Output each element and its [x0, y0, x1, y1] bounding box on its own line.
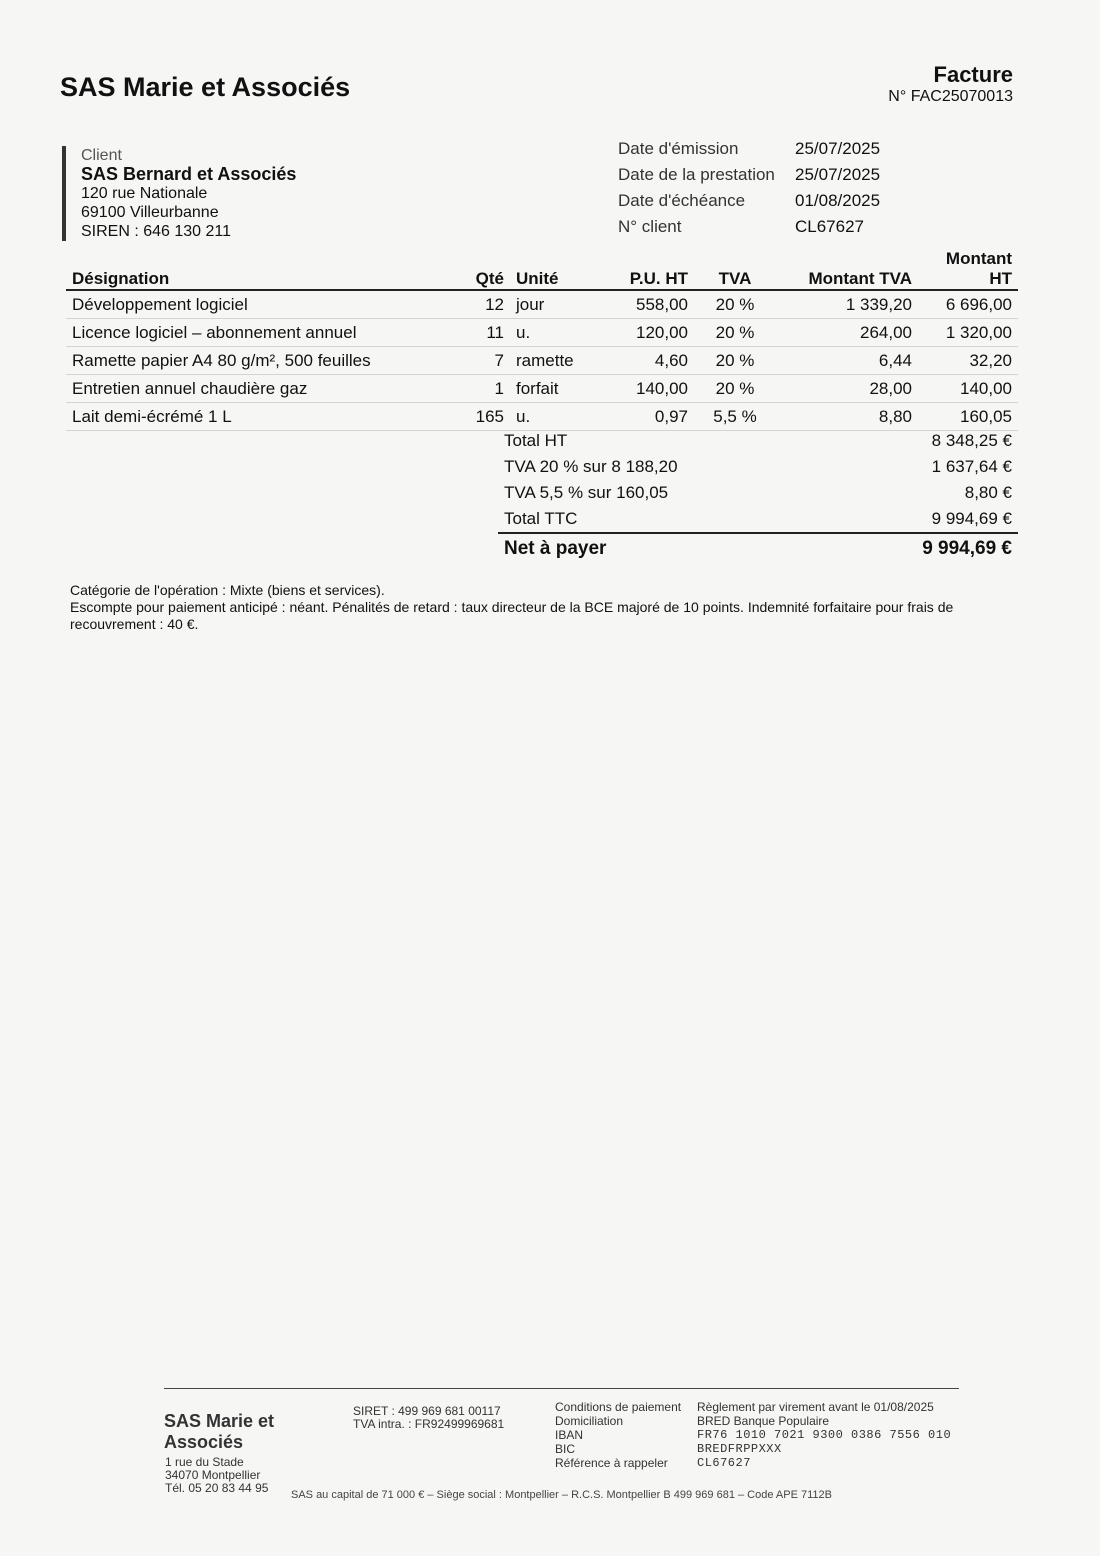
footer-legal-mentions: SAS au capital de 71 000 € – Siège social : Montpellier – R.C.S. Montpellier B 499 969 681 – Code APE 7112B — [291, 1489, 832, 1501]
cell-vat: 20 % — [694, 347, 776, 375]
meta-value: CL67627 — [795, 217, 865, 236]
table-row — [66, 375, 1018, 403]
totals-row — [498, 454, 1018, 480]
cell-vat-amount: 264,00 — [776, 319, 918, 347]
payment-row — [555, 1414, 951, 1428]
table-row — [66, 347, 1018, 375]
meta-row — [618, 214, 880, 240]
table-row — [66, 290, 1018, 319]
meta-row — [618, 136, 880, 162]
footer-vat-intra: TVA intra. : FR92499969681 — [353, 1417, 505, 1431]
items-table — [66, 249, 1018, 431]
cell-vat-amount: 6,44 — [776, 347, 918, 375]
table-row — [66, 319, 1018, 347]
totals-row — [498, 480, 1018, 506]
invoice-meta — [618, 136, 880, 240]
cell-vat-amount: 28,00 — [776, 375, 918, 403]
payment-value: Règlement par virement avant le 01/08/2025 — [697, 1399, 934, 1414]
column-header-designation: Désignation — [66, 249, 438, 290]
total-label: Total TTC — [504, 509, 578, 528]
total-label: TVA 20 % sur 8 188,20 — [504, 457, 678, 476]
cell-vat-amount: 1 339,20 — [776, 290, 918, 319]
document-title: Facture — [933, 62, 1013, 87]
footer-identifiers — [353, 1405, 504, 1431]
footer-company-name: SAS Marie et Associés — [164, 1411, 275, 1452]
payment-reference: CL67627 — [697, 1455, 751, 1470]
column-header-vat: TVA — [694, 249, 776, 290]
payment-row — [555, 1428, 951, 1442]
payment-label: BIC — [555, 1441, 576, 1456]
payment-value: BRED Banque Populaire — [697, 1413, 830, 1428]
cell-vat: 20 % — [694, 290, 776, 319]
cell-designation: Développement logiciel — [66, 290, 438, 319]
footer-address-line: 1 rue du Stade — [165, 1455, 244, 1469]
meta-row — [618, 162, 880, 188]
client-name: SAS Bernard et Associés — [81, 164, 297, 184]
cell-unit-price: 4,60 — [592, 347, 694, 375]
payment-label: Référence à rappeler — [555, 1455, 668, 1470]
client-address-line: 69100 Villeurbanne — [81, 204, 219, 221]
cell-vat-amount: 8,80 — [776, 403, 918, 431]
cell-unit-price: 120,00 — [592, 319, 694, 347]
total-value: 8 348,25 € — [931, 431, 1012, 450]
meta-value: 01/08/2025 — [795, 191, 881, 210]
net-to-pay-value: 9 994,69 € — [834, 533, 1018, 564]
footer-payment-info — [555, 1400, 951, 1470]
company-name: SAS Marie et Associés — [60, 72, 351, 102]
total-value: 1 637,64 € — [931, 457, 1012, 476]
cell-qty: 12 — [438, 290, 510, 319]
meta-label: Date de la prestation — [618, 165, 775, 184]
total-label: Total HT — [504, 431, 568, 450]
payment-label: IBAN — [555, 1427, 584, 1442]
total-value: 9 994,69 € — [931, 509, 1012, 528]
cell-amount-ht: 160,05 — [918, 403, 1018, 431]
meta-value: 25/07/2025 — [795, 139, 881, 158]
cell-qty: 165 — [438, 403, 510, 431]
client-siren: SIREN : 646 130 211 — [81, 223, 232, 240]
payment-label: Domiciliation — [555, 1413, 624, 1428]
totals-row — [498, 428, 1018, 454]
cell-amount-ht: 1 320,00 — [918, 319, 1018, 347]
net-to-pay-row — [498, 533, 1018, 564]
meta-value: 25/07/2025 — [795, 165, 881, 184]
invoice-number: N° FAC25070013 — [888, 88, 1013, 105]
cell-qty: 1 — [438, 375, 510, 403]
meta-label: Date d'émission — [618, 139, 739, 158]
payment-row — [555, 1400, 951, 1414]
net-to-pay-label: Net à payer — [498, 533, 834, 564]
table-row — [66, 403, 1018, 431]
column-header-qty: Qté — [438, 249, 510, 290]
meta-label: Date d'échéance — [618, 191, 746, 210]
total-label: TVA 5,5 % sur 160,05 — [504, 483, 669, 502]
cell-designation: Lait demi-écrémé 1 L — [66, 403, 438, 431]
cell-designation: Ramette papier A4 80 g/m², 500 feuilles — [66, 347, 438, 375]
cell-designation: Licence logiciel – abonnement annuel — [66, 319, 438, 347]
client-caption: Client — [81, 147, 122, 164]
payment-iban: FR76 1010 7021 9300 0386 7556 010 — [697, 1427, 952, 1442]
payment-row — [555, 1456, 951, 1470]
column-header-unit: Unité — [510, 249, 592, 290]
note-operation-category: Catégorie de l'opération : Mixte (biens et services). — [70, 582, 385, 598]
column-header-unit-price: P.U. HT — [592, 249, 694, 290]
cell-unit-price: 558,00 — [592, 290, 694, 319]
cell-unit: u. — [510, 319, 592, 347]
client-block — [62, 146, 296, 241]
cell-unit-price: 0,97 — [592, 403, 694, 431]
meta-label: N° client — [618, 217, 682, 236]
totals-row — [498, 506, 1018, 533]
cell-amount-ht: 140,00 — [918, 375, 1018, 403]
cell-unit: jour — [510, 290, 592, 319]
cell-amount-ht: 32,20 — [918, 347, 1018, 375]
totals-table — [498, 428, 1018, 564]
column-header-amount-ht: Montant HT — [918, 249, 1018, 290]
footer-address-line: 34070 Montpellier — [165, 1468, 261, 1482]
cell-vat: 20 % — [694, 375, 776, 403]
cell-unit: u. — [510, 403, 592, 431]
footer — [164, 1388, 959, 1507]
payment-bic: BREDFRPPXXX — [697, 1441, 782, 1456]
cell-qty: 7 — [438, 347, 510, 375]
cell-vat: 20 % — [694, 319, 776, 347]
cell-qty: 11 — [438, 319, 510, 347]
meta-row — [618, 188, 880, 214]
cell-unit: ramette — [510, 347, 592, 375]
footer-siret: SIRET : 499 969 681 00117 — [353, 1404, 501, 1418]
cell-unit: forfait — [510, 375, 592, 403]
cell-vat: 5,5 % — [694, 403, 776, 431]
cell-amount-ht: 6 696,00 — [918, 290, 1018, 319]
footer-phone: Tél. 05 20 83 44 95 — [165, 1481, 269, 1495]
invoice-notes — [70, 582, 1020, 633]
cell-unit-price: 140,00 — [592, 375, 694, 403]
items-header-row — [66, 249, 1018, 290]
payment-label: Conditions de paiement — [555, 1399, 682, 1414]
total-value: 8,80 € — [964, 483, 1012, 502]
note-payment-terms: Escompte pour paiement anticipé : néant. Pénalités de retard : taux directeur de la BCE majoré de 10 points. Indemnité forfaitaire pour frais de recouvrement : 40 €. — [70, 599, 954, 632]
payment-row — [555, 1442, 951, 1456]
cell-designation: Entretien annuel chaudière gaz — [66, 375, 438, 403]
column-header-vat-amount: Montant TVA — [776, 249, 918, 290]
client-address-line: 120 rue Nationale — [81, 185, 208, 202]
